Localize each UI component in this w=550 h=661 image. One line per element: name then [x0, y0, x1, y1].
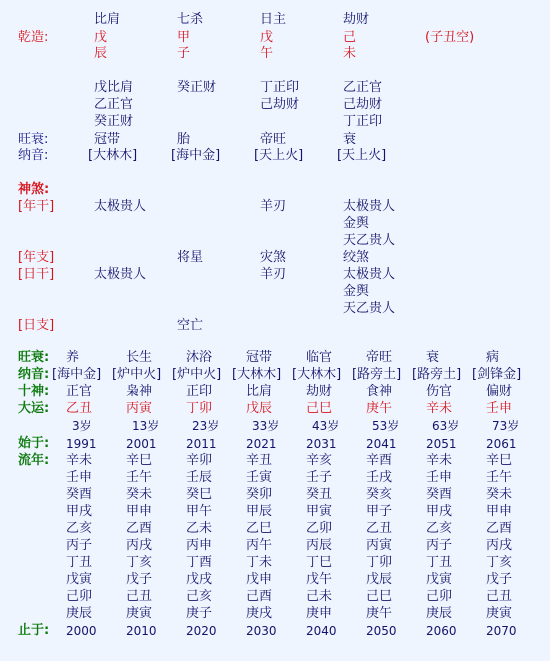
dayun-wangshuai: 养 — [66, 350, 80, 365]
liunian-item: 丁丑 — [66, 555, 93, 570]
liunian-item: 丙子 — [66, 538, 93, 553]
liunian-item: 丙子 — [426, 538, 453, 553]
dayun-nayin: [路旁土] — [352, 367, 402, 382]
dayun-ganzhi: 丙寅 — [126, 401, 153, 416]
dayun-nayin: [大林木] — [292, 367, 342, 382]
shensha-item: 金舆 — [343, 284, 370, 299]
shensha-item: 空亡 — [177, 318, 204, 333]
shensha-row-label: [日干] — [18, 267, 55, 282]
pillar-gan: 己 — [343, 30, 357, 45]
liunian-item: 甲戌 — [426, 504, 453, 519]
shensha-row-label: [年支] — [18, 250, 55, 265]
liunian-item: 丁酉 — [186, 555, 213, 570]
liunian-item: 辛未 — [66, 453, 93, 468]
dayun-wangshuai: 冠带 — [246, 350, 273, 365]
dayun-age: 13岁 — [132, 419, 160, 433]
liunian-item: 庚申 — [306, 606, 333, 621]
dayun-shishen: 食神 — [366, 384, 393, 399]
pillar-wangshuai: 帝旺 — [260, 132, 287, 147]
liunian-item: 己丑 — [486, 589, 513, 604]
pillar-shishen: 劫财 — [343, 12, 370, 27]
liunian-item: 辛巳 — [486, 453, 513, 468]
shensha-row-label: [日支] — [18, 318, 55, 333]
pillar-zhi: 辰 — [94, 46, 108, 61]
dayun-start-year: 2061 — [486, 437, 517, 451]
liunian-item: 癸巳 — [186, 487, 213, 502]
wangshuai-label: 旺衰: — [18, 132, 49, 147]
liunian-item: 癸酉 — [426, 487, 453, 502]
pillar-canggan: 乙正官 — [94, 97, 134, 112]
dayun-age: 3岁 — [72, 419, 92, 433]
liunian-item: 癸丑 — [306, 487, 333, 502]
dayun-row-label: 旺衰: — [18, 350, 50, 365]
pillar-nayin: [天上火] — [254, 148, 304, 163]
pillar-shishen: 七杀 — [177, 12, 204, 27]
liunian-item: 庚子 — [186, 606, 213, 621]
liunian-item: 甲申 — [126, 504, 153, 519]
liunian-item: 乙未 — [186, 521, 213, 536]
shensha-item: 将星 — [177, 250, 204, 265]
liunian-item: 庚寅 — [486, 606, 513, 621]
liunian-item: 丁未 — [246, 555, 273, 570]
pillar-zhi: 未 — [343, 46, 357, 61]
liunian-item: 辛丑 — [246, 453, 273, 468]
pillar-gan: 戊 — [94, 30, 108, 45]
dayun-row-label: 纳音: — [18, 367, 50, 382]
dayun-row-label: 止于: — [18, 623, 50, 638]
dayun-start-year: 1991 — [66, 437, 97, 451]
dayun-ganzhi: 庚午 — [366, 401, 393, 416]
dayun-end-year: 2040 — [306, 624, 337, 638]
dayun-row-label: 流年: — [18, 453, 50, 468]
liunian-item: 壬子 — [306, 470, 333, 485]
liunian-item: 丙寅 — [366, 538, 393, 553]
liunian-item: 戊申 — [246, 572, 273, 587]
liunian-item: 甲午 — [186, 504, 213, 519]
liunian-item: 癸卯 — [246, 487, 273, 502]
liunian-item: 壬申 — [66, 470, 93, 485]
liunian-item: 乙亥 — [426, 521, 453, 536]
pillar-canggan: 癸正财 — [177, 80, 217, 95]
dayun-shishen: 正官 — [66, 384, 93, 399]
liunian-item: 戊戌 — [186, 572, 213, 587]
dayun-age: 63岁 — [432, 419, 460, 433]
liunian-item: 戊辰 — [366, 572, 393, 587]
liunian-item: 辛酉 — [366, 453, 393, 468]
dayun-end-year: 2070 — [486, 624, 517, 638]
liunian-item: 乙卯 — [306, 521, 333, 536]
pillar-zhi: 子 — [177, 46, 191, 61]
nayin-label: 纳音: — [18, 148, 49, 163]
dayun-shishen: 枭神 — [126, 384, 153, 399]
liunian-item: 己酉 — [246, 589, 273, 604]
dayun-wangshuai: 临官 — [306, 350, 333, 365]
dayun-shishen: 伤官 — [426, 384, 453, 399]
liunian-item: 己卯 — [426, 589, 453, 604]
pillar-canggan: 乙正官 — [343, 80, 383, 95]
shensha-item: 灾煞 — [260, 250, 287, 265]
dayun-row-label: 大运: — [18, 401, 50, 416]
dayun-ganzhi: 戊辰 — [246, 401, 273, 416]
dayun-ganzhi: 己巳 — [306, 401, 333, 416]
dayun-wangshuai: 帝旺 — [366, 350, 393, 365]
dayun-nayin: [大林木] — [232, 367, 282, 382]
dayun-nayin: [炉中火] — [172, 367, 222, 382]
dayun-age: 23岁 — [192, 419, 220, 433]
dayun-start-year: 2001 — [126, 437, 157, 451]
liunian-item: 丁亥 — [126, 555, 153, 570]
dayun-start-year: 2031 — [306, 437, 337, 451]
liunian-item: 丁卯 — [366, 555, 393, 570]
liunian-item: 壬申 — [426, 470, 453, 485]
shensha-item: 天乙贵人 — [343, 233, 396, 248]
dayun-end-year: 2030 — [246, 624, 277, 638]
pillar-shishen: 比肩 — [94, 12, 121, 27]
dayun-wangshuai: 沐浴 — [186, 350, 213, 365]
dayun-start-year: 2041 — [366, 437, 397, 451]
liunian-item: 甲辰 — [246, 504, 273, 519]
liunian-item: 癸亥 — [366, 487, 393, 502]
shensha-item: 太极贵人 — [343, 199, 396, 214]
liunian-item: 丙戌 — [486, 538, 513, 553]
liunian-item: 丁丑 — [426, 555, 453, 570]
dayun-age: 33岁 — [252, 419, 280, 433]
dayun-shishen: 偏财 — [486, 384, 513, 399]
dayun-shishen: 比肩 — [246, 384, 273, 399]
dayun-age: 73岁 — [492, 419, 520, 433]
liunian-item: 乙酉 — [486, 521, 513, 536]
liunian-item: 丙辰 — [306, 538, 333, 553]
dayun-start-year: 2051 — [426, 437, 457, 451]
liunian-item: 己巳 — [366, 589, 393, 604]
dayun-wangshuai: 长生 — [126, 350, 153, 365]
liunian-item: 癸酉 — [66, 487, 93, 502]
liunian-item: 壬寅 — [246, 470, 273, 485]
liunian-item: 甲寅 — [306, 504, 333, 519]
dayun-start-year: 2021 — [246, 437, 277, 451]
liunian-item: 辛巳 — [126, 453, 153, 468]
pillar-wangshuai: 衰 — [343, 132, 357, 147]
liunian-item: 丙戌 — [126, 538, 153, 553]
pillar-nayin: [天上火] — [337, 148, 387, 163]
shensha-item: 羊刃 — [260, 199, 287, 214]
liunian-item: 甲申 — [486, 504, 513, 519]
liunian-item: 丙申 — [186, 538, 213, 553]
shensha-item: 绞煞 — [343, 250, 370, 265]
pillar-canggan: 癸正财 — [94, 114, 134, 129]
dayun-age: 53岁 — [372, 419, 400, 433]
pillar-canggan: 丁正印 — [343, 114, 383, 129]
liunian-item: 丁亥 — [486, 555, 513, 570]
dayun-nayin: [剑锋金] — [472, 367, 522, 382]
liunian-item: 戊寅 — [426, 572, 453, 587]
dayun-wangshuai: 病 — [486, 350, 500, 365]
liunian-item: 己未 — [306, 589, 333, 604]
dayun-end-year: 2000 — [66, 624, 97, 638]
shensha-item: 太极贵人 — [94, 199, 147, 214]
liunian-item: 庚午 — [366, 606, 393, 621]
pillar-gan: 戊 — [260, 30, 274, 45]
dayun-nayin: [炉中火] — [112, 367, 162, 382]
pillar-nayin: [大林木] — [88, 148, 138, 163]
dayun-start-year: 2011 — [186, 437, 217, 451]
dayun-shishen: 正印 — [186, 384, 213, 399]
dayun-end-year: 2050 — [366, 624, 397, 638]
liunian-item: 庚戌 — [246, 606, 273, 621]
liunian-item: 庚辰 — [66, 606, 93, 621]
dayun-ganzhi: 丁卯 — [186, 401, 213, 416]
pillar-zhi: 午 — [260, 46, 274, 61]
liunian-item: 戊午 — [306, 572, 333, 587]
liunian-item: 甲戌 — [66, 504, 93, 519]
dayun-ganzhi: 辛未 — [426, 401, 453, 416]
shensha-item: 羊刃 — [260, 267, 287, 282]
pillar-wangshuai: 冠带 — [94, 132, 121, 147]
liunian-item: 戊寅 — [66, 572, 93, 587]
liunian-item: 壬午 — [486, 470, 513, 485]
dayun-end-year: 2060 — [426, 624, 457, 638]
dayun-age: 43岁 — [312, 419, 340, 433]
dayun-row-label: 十神: — [18, 384, 50, 399]
shensha-item: 天乙贵人 — [343, 301, 396, 316]
pillar-canggan: 丁正印 — [260, 80, 300, 95]
liunian-item: 壬午 — [126, 470, 153, 485]
liunian-item: 庚辰 — [426, 606, 453, 621]
liunian-item: 乙巳 — [246, 521, 273, 536]
shensha-title: 神煞: — [18, 182, 50, 197]
dayun-end-year: 2020 — [186, 624, 217, 638]
liunian-item: 乙亥 — [66, 521, 93, 536]
liunian-item: 己亥 — [186, 589, 213, 604]
pillar-canggan: 己劫财 — [260, 97, 300, 112]
liunian-item: 辛卯 — [186, 453, 213, 468]
liunian-item: 丁巳 — [306, 555, 333, 570]
dayun-ganzhi: 乙丑 — [66, 401, 93, 416]
liunian-item: 甲子 — [366, 504, 393, 519]
dayun-shishen: 劫财 — [306, 384, 333, 399]
dayun-ganzhi: 壬申 — [486, 401, 513, 416]
pillar-nayin: [海中金] — [171, 148, 221, 163]
dayun-nayin: [海中金] — [52, 367, 102, 382]
liunian-item: 己卯 — [66, 589, 93, 604]
pillar-canggan: 己劫财 — [343, 97, 383, 112]
liunian-item: 乙丑 — [366, 521, 393, 536]
pillar-shishen: 日主 — [260, 12, 287, 27]
liunian-item: 己丑 — [126, 589, 153, 604]
liunian-item: 庚寅 — [126, 606, 153, 621]
dayun-end-year: 2010 — [126, 624, 157, 638]
shensha-row-label: [年干] — [18, 199, 55, 214]
liunian-item: 辛未 — [426, 453, 453, 468]
qianzao-label: 乾造: — [18, 30, 49, 45]
dayun-row-label: 始于: — [18, 436, 50, 451]
liunian-item: 癸未 — [486, 487, 513, 502]
liunian-item: 丙午 — [246, 538, 273, 553]
liunian-item: 戊子 — [126, 572, 153, 587]
liunian-item: 戊子 — [486, 572, 513, 587]
dayun-nayin: [路旁土] — [412, 367, 462, 382]
dayun-wangshuai: 衰 — [426, 350, 440, 365]
shensha-item: 太极贵人 — [343, 267, 396, 282]
shensha-item: 金舆 — [343, 216, 370, 231]
shensha-item: 太极贵人 — [94, 267, 147, 282]
pillar-wangshuai: 胎 — [177, 132, 191, 147]
liunian-item: 乙酉 — [126, 521, 153, 536]
liunian-item: 癸未 — [126, 487, 153, 502]
liunian-item: 辛亥 — [306, 453, 333, 468]
pillar-gan: 甲 — [177, 30, 191, 45]
liunian-item: 壬辰 — [186, 470, 213, 485]
liunian-item: 壬戌 — [366, 470, 393, 485]
kongwang: (子丑空) — [425, 30, 475, 45]
pillar-canggan: 戊比肩 — [94, 80, 134, 95]
